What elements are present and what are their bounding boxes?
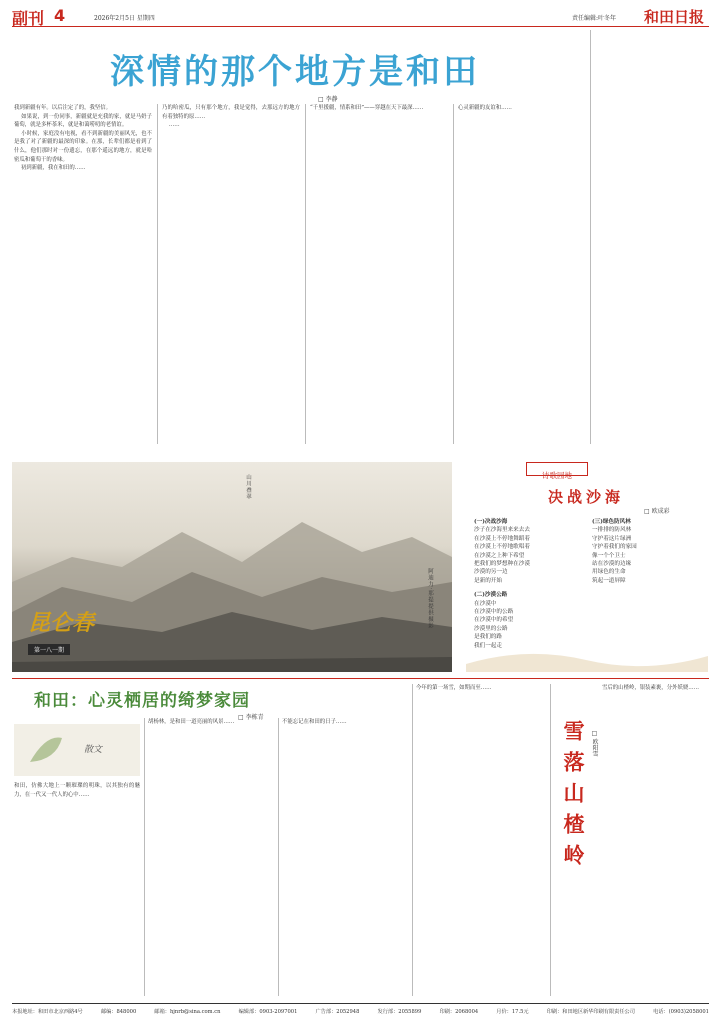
poem-line: 站在沙漠的边缘	[592, 561, 632, 568]
issue-date: 2026年2月5日 星期四	[94, 15, 155, 22]
footer-price: 月价：17.5元	[496, 1009, 529, 1015]
poem-line: 是我们的路	[474, 634, 502, 641]
column-divider	[305, 104, 306, 444]
poem-line: 在沙漠上不停地舞蹈着	[474, 535, 530, 542]
poem-kicker: 诗歌园地	[542, 471, 572, 480]
page-number: 4	[54, 6, 66, 25]
poem-line: 像一个个卫士	[592, 552, 626, 559]
section-divider	[12, 678, 709, 679]
essay-tag	[14, 724, 140, 776]
series-logo	[28, 606, 94, 656]
top-article-col-3: “千里援疆，情系和田”——穿越在天下最深……	[310, 105, 424, 111]
footer-postcode: 邮编：848000	[100, 1009, 137, 1015]
masthead	[12, 6, 709, 26]
top-article-col-4: 心灵新疆的友谊和……	[458, 105, 512, 111]
poem-line: 是新的开始	[474, 577, 502, 584]
footer	[12, 1008, 709, 1015]
photo-caption-right: 阿迪力·那提提供摄影	[427, 568, 433, 630]
column-divider	[157, 104, 158, 444]
newspaper-logo: 和田日报	[644, 8, 705, 26]
vertical-poem-text: 雪后的山楂岭，银装素裹，分外妖娆……	[602, 685, 700, 691]
top-article-col-1: 我到新疆有年。以后注定了的，我坚信。 如果说，到一份同事，新疆就是充我的家，就是马奶子葡萄，就是多杯茶米，就是和蔼唠叨的老情谊。 小时候，家庭没有电视，看不到新疆的美丽风光，也不是我了对了新疆的最深的印象。在那，长辈们都是看到了什么，他们那时对一份遗忘，在那个遥远的地方，就是哈密瓜和葡萄干的香味。 初到新疆，我在和田的……	[14, 105, 152, 172]
top-article-byline: □ 李静	[318, 96, 338, 103]
column-divider	[590, 30, 591, 444]
poem-line: 沙漠的另一边	[474, 569, 508, 576]
top-right-col	[596, 30, 708, 444]
column-divider	[278, 718, 279, 996]
poem-byline: □ 欧成彩	[644, 508, 670, 515]
photo-caption-left: 山川叠翠	[245, 474, 251, 500]
footer-phone: 编辑部：0903-2097001	[238, 1009, 298, 1015]
footer-ads: 广告部：2052948	[315, 1009, 360, 1015]
editor-name: 责任编辑:叶冬年	[572, 15, 617, 22]
poem-line: 在沙漠上不停地歌唱着	[474, 544, 530, 551]
leaf-icon	[26, 732, 66, 768]
vertical-poem-title: 雪落山楂岭	[561, 720, 586, 875]
poem-title: 决战沙海	[548, 488, 625, 506]
bottom-article-col-2: 胡杨林，是和田一道亮丽的风景……	[148, 719, 235, 725]
section-name: 副刊	[12, 9, 45, 28]
bottom-article-byline: □ 李栋青	[238, 714, 264, 721]
footer-printer: 印刷：和田地区新华印刷有限责任公司	[546, 1009, 635, 1015]
series-issue: 第一八一期	[28, 644, 70, 655]
vertical-poem-byline: □ 欧阳雪	[591, 730, 598, 757]
bottom-article-col-4: 今年的第一场雪，如期而至……	[416, 685, 492, 691]
bottom-article-title: 和田：心灵栖居的绮梦家园	[34, 691, 250, 711]
column-divider	[144, 718, 145, 996]
series-title: 昆仑春	[28, 610, 95, 636]
poem-line: 用绿色的生命	[592, 569, 626, 576]
top-article-title	[0, 44, 590, 93]
footer-rule	[12, 1003, 709, 1004]
poem-line: 我们一起走	[474, 642, 502, 649]
sand-decoration	[466, 642, 708, 672]
poem-line: 一排排的防风林	[592, 527, 632, 534]
poem-section-title: (二)沙漠公路	[474, 592, 508, 599]
bottom-article-col-1: 和田，仿佛大地上一颗璀璨的明珠，以其独有的魅力，在一代又一代人的心中……	[14, 783, 140, 798]
column-divider	[412, 684, 413, 996]
footer-dist: 发行部：2055899	[377, 1009, 422, 1015]
poem-line: 守护着这片绿洲	[592, 535, 632, 542]
poem-line: 沙子在沙海里来来去去	[474, 527, 530, 534]
bottom-article-col-3: 不能忘记在和田的日子……	[282, 719, 347, 725]
poem-section-title: (一)决战沙海	[474, 519, 508, 525]
poem-col-right	[592, 518, 704, 585]
poem-panel	[466, 456, 708, 672]
top-article-col-2: 乃的哈密瓜，只有那个地方，我是觉得，去那远方的地方有着独特的原…… ……	[162, 105, 300, 129]
poem-line: 在沙漠中的公路	[474, 609, 514, 616]
poem-line: 在沙漠中	[474, 600, 497, 607]
footer-address: 本报地址：和田市北京西路4号	[12, 1009, 83, 1015]
poem-col-left	[474, 518, 586, 650]
poem-line: 守护着我们的家园	[592, 544, 637, 551]
column-divider	[453, 104, 454, 444]
essay-tag-label: 散文	[84, 745, 103, 755]
masthead-rule	[12, 26, 709, 27]
poem-line: 沙漠里的公路	[474, 625, 508, 632]
footer-tel: 电话：(0903)2058001	[653, 1009, 709, 1015]
poem-line: 在沙漠之上种下希望	[474, 552, 525, 559]
poem-line: 在沙漠中的希望	[474, 617, 514, 624]
footer-email: 邮箱：hjnrb@sina.com.cn	[154, 1009, 221, 1015]
poem-line: 把我们的梦想种在沙漠	[474, 561, 530, 568]
poem-section-title: (三)绿色防风林	[592, 519, 631, 525]
column-divider	[550, 684, 551, 996]
poem-line: 筑起一道屏障	[592, 577, 626, 584]
footer-print: 印刷：2068004	[439, 1009, 479, 1015]
poem-kicker-box	[526, 462, 588, 480]
top-article-heading: 深情的那个地方是和田	[110, 52, 480, 92]
